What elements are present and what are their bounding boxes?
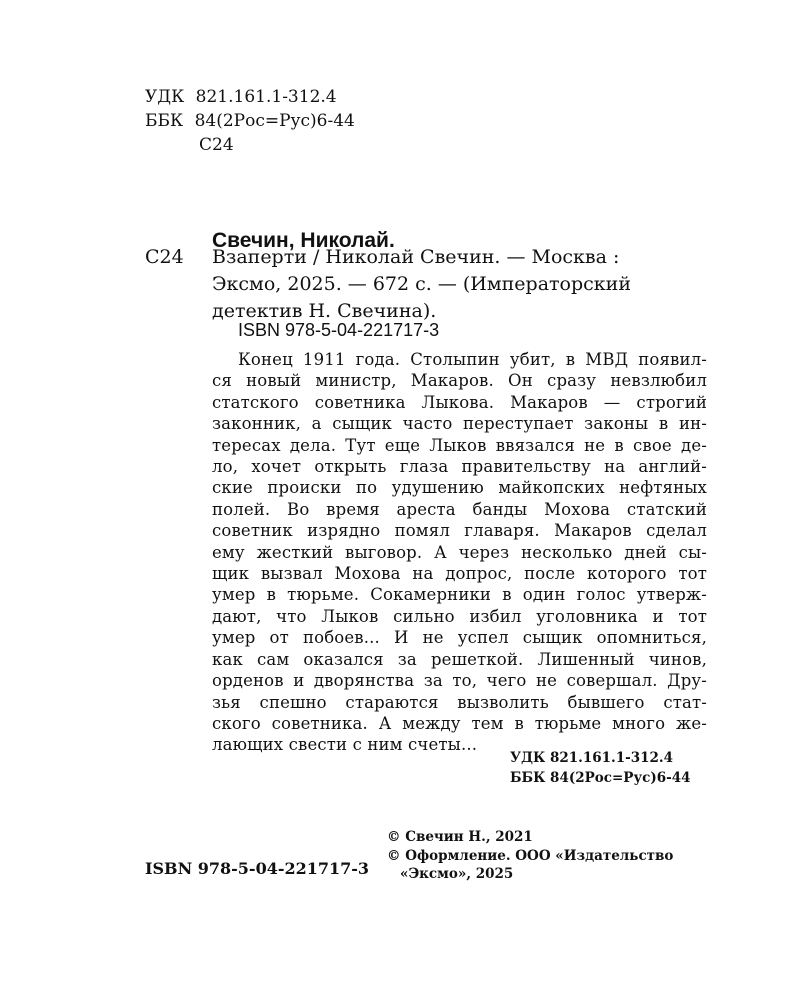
annotation-line: щик вызвал Мохова на допрос, после которого тот xyxy=(212,564,707,584)
annotation-line: советник изрядно помял главаря. Макаров сделал xyxy=(212,521,707,541)
annotation-line: статского советника Лыкова. Макаров — строгий xyxy=(212,392,707,412)
udk-bottom: УДК 821.161.1-312.4 xyxy=(510,750,673,766)
annotation-line: тересах дела. Тут еще Лыков ввязался не в свое де- xyxy=(212,435,707,455)
annotation-line: Конец 1911 года. Столыпин убит, в МВД появил- xyxy=(238,350,707,369)
annotation-line: ского советника. А между тем в тюрьме много же- xyxy=(212,713,707,733)
annotation-line: зья спешно стараются вызволить бывшего стат- xyxy=(212,692,707,712)
isbn-bottom: ISBN 978-5-04-221717-3 xyxy=(145,859,370,878)
udk-label: УДК xyxy=(145,87,185,107)
bbk-value: 84(2Рос=Рус)6-44 xyxy=(194,111,355,131)
annotation-line: ся новый министр, Макаров. Он сразу невзлюбил xyxy=(212,371,707,391)
copyright-design-line1: © Оформление. ООО «Издательство xyxy=(387,848,674,864)
udk-value: 821.161.1-312.4 xyxy=(195,87,337,107)
annotation-line: дают, что Лыков сильно избил уголовника и тот xyxy=(212,606,707,626)
description-line: детектив Н. Свечина). xyxy=(212,300,437,322)
bbk-bottom: ББК 84(2Рос=Рус)6-44 xyxy=(510,770,691,786)
annotation xyxy=(212,349,707,756)
annotation-line: лающих свести с ним счеты... xyxy=(212,735,478,755)
description-line: Взаперти / Николай Свечин. — Москва : xyxy=(212,246,620,268)
annotation-line: ему жесткий выговор. А через несколько дней сы- xyxy=(212,542,707,562)
bbk-label: ББК xyxy=(145,111,184,131)
annotation-line: ские происки по удушению майкопских нефтяных xyxy=(212,478,707,498)
annotation-line: полей. Во время ареста банды Мохова статский xyxy=(212,499,707,519)
annotation-line: ло, хочет открыть глаза правительству на англий- xyxy=(212,457,707,477)
copyright-author: © Свечин Н., 2021 xyxy=(387,829,533,845)
isbn-entry: ISBN 978-5-04-221717-3 xyxy=(238,320,440,340)
author-heading: Свечин, Николай. xyxy=(212,229,395,252)
bibliographic-description xyxy=(212,244,705,325)
annotation-line: умер от побоев... И не успел сыщик опомниться, xyxy=(212,628,707,648)
annotation-line: умер в тюрьме. Сокамерники в один голос утверж- xyxy=(212,585,707,605)
bbk-line-top xyxy=(145,111,355,132)
udk-line-top xyxy=(145,87,337,108)
annotation-line: законник, а сыщик часто переступает законы в ин- xyxy=(212,414,707,434)
author-sign-top: С24 xyxy=(199,135,234,155)
copyright-design-line2: «Эксмо», 2025 xyxy=(400,866,514,882)
description-line: Эксмо, 2025. — 672 с. — (Императорский xyxy=(212,273,632,295)
annotation-line: как сам оказался за решеткой. Лишенный чинов, xyxy=(212,649,707,669)
author-sign-entry: С24 xyxy=(145,246,184,268)
annotation-line: орденов и дворянства за то, чего не совершал. Дру- xyxy=(212,671,707,691)
